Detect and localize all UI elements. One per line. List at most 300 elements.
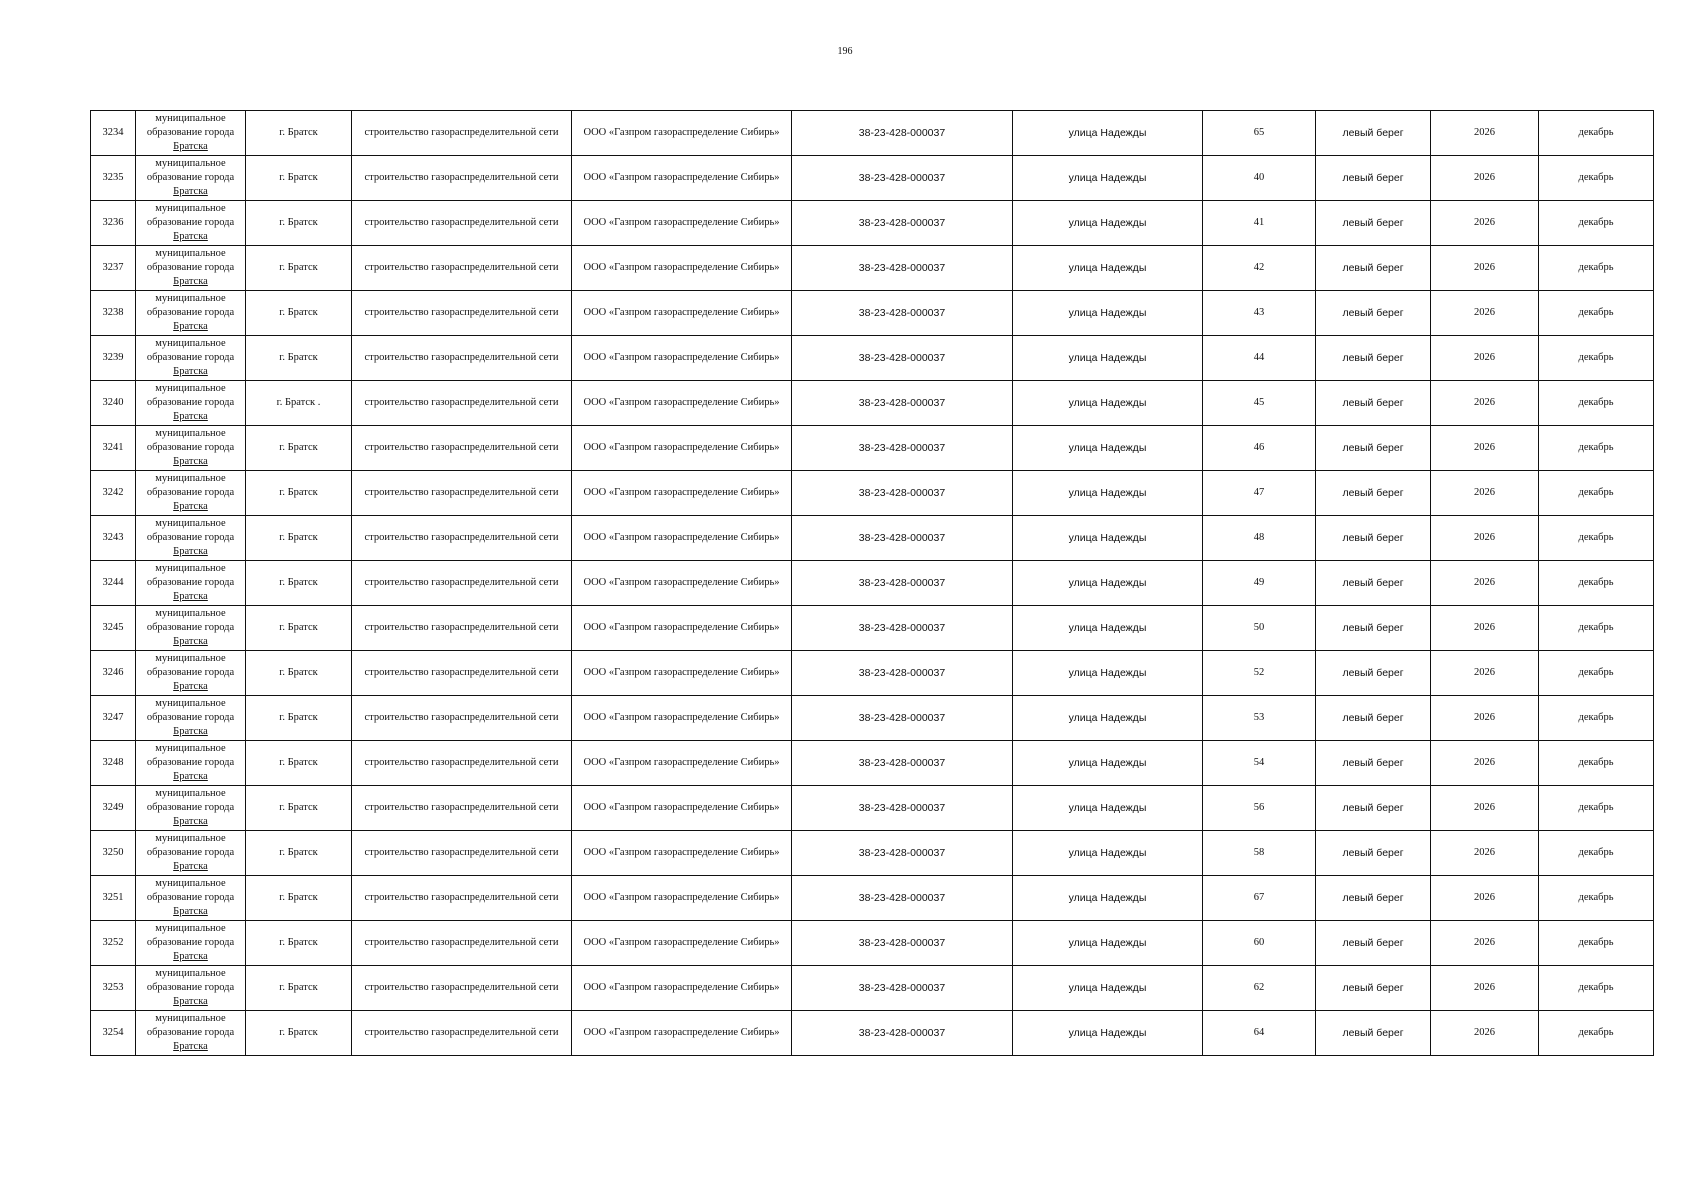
table-row: [91, 831, 1654, 876]
municipality-cell: [136, 876, 246, 921]
house-number-cell: 64: [1203, 1011, 1316, 1056]
table-row: [91, 696, 1654, 741]
work-type-cell: строительство газораспределительной сети: [352, 336, 572, 381]
organization-cell: ООО «Газпром газораспределение Сибирь»: [572, 336, 792, 381]
municipality-line: муниципальное: [155, 248, 226, 259]
municipality-line: муниципальное: [155, 653, 226, 664]
river-bank-cell: левый берег: [1316, 561, 1431, 606]
month-cell: декабрь: [1539, 381, 1654, 426]
city-cell: г. Братск: [246, 741, 352, 786]
object-code-cell: 38-23-428-000037: [792, 831, 1013, 876]
table-row: [91, 156, 1654, 201]
house-number-cell: 50: [1203, 606, 1316, 651]
year-cell: 2026: [1431, 561, 1539, 606]
municipality-line: образование города: [146, 172, 235, 183]
municipality-line: Братска: [173, 861, 208, 872]
house-number-cell: 48: [1203, 516, 1316, 561]
city-cell: г. Братск: [246, 246, 352, 291]
street-cell: улица Надежды: [1013, 1011, 1203, 1056]
work-type-cell: строительство газораспределительной сети: [352, 381, 572, 426]
table-row: [91, 561, 1654, 606]
municipality-cell: [136, 831, 246, 876]
street-cell: улица Надежды: [1013, 741, 1203, 786]
municipality-line: Братска: [173, 501, 208, 512]
municipality-line: образование города: [146, 487, 235, 498]
organization-cell: ООО «Газпром газораспределение Сибирь»: [572, 966, 792, 1011]
city-cell: г. Братск: [246, 201, 352, 246]
object-code-cell: 38-23-428-000037: [792, 696, 1013, 741]
municipality-line: образование города: [146, 937, 235, 948]
municipality-cell: [136, 651, 246, 696]
city-cell: г. Братск: [246, 921, 352, 966]
house-number-cell: 46: [1203, 426, 1316, 471]
city-cell: г. Братск: [246, 291, 352, 336]
year-cell: 2026: [1431, 606, 1539, 651]
municipality-line: Братска: [173, 906, 208, 917]
organization-cell: ООО «Газпром газораспределение Сибирь»: [572, 426, 792, 471]
object-code-cell: 38-23-428-000037: [792, 741, 1013, 786]
municipality-cell: [136, 741, 246, 786]
object-code-cell: 38-23-428-000037: [792, 291, 1013, 336]
table-row: [91, 876, 1654, 921]
month-cell: декабрь: [1539, 651, 1654, 696]
street-cell: улица Надежды: [1013, 696, 1203, 741]
municipality-cell: [136, 1011, 246, 1056]
house-number-cell: 42: [1203, 246, 1316, 291]
municipality-line: образование города: [146, 667, 235, 678]
municipality-line: муниципальное: [155, 788, 226, 799]
table-row: [91, 651, 1654, 696]
organization-cell: ООО «Газпром газораспределение Сибирь»: [572, 291, 792, 336]
municipality-line: муниципальное: [155, 428, 226, 439]
municipality-line: Братска: [173, 321, 208, 332]
row-number-cell: 3238: [91, 291, 136, 336]
municipality-line: образование города: [146, 577, 235, 588]
street-cell: улица Надежды: [1013, 876, 1203, 921]
work-type-cell: строительство газораспределительной сети: [352, 156, 572, 201]
municipality-line: Братска: [173, 771, 208, 782]
street-cell: улица Надежды: [1013, 651, 1203, 696]
municipality-cell: [136, 786, 246, 831]
object-code-cell: 38-23-428-000037: [792, 111, 1013, 156]
work-type-cell: строительство газораспределительной сети: [352, 651, 572, 696]
work-type-cell: строительство газораспределительной сети: [352, 471, 572, 516]
house-number-cell: 43: [1203, 291, 1316, 336]
work-type-cell: строительство газораспределительной сети: [352, 921, 572, 966]
month-cell: декабрь: [1539, 741, 1654, 786]
work-type-cell: строительство газораспределительной сети: [352, 876, 572, 921]
organization-cell: ООО «Газпром газораспределение Сибирь»: [572, 156, 792, 201]
month-cell: декабрь: [1539, 921, 1654, 966]
organization-cell: ООО «Газпром газораспределение Сибирь»: [572, 831, 792, 876]
street-cell: улица Надежды: [1013, 111, 1203, 156]
registry-table-body: [91, 111, 1654, 1056]
work-type-cell: строительство газораспределительной сети: [352, 201, 572, 246]
river-bank-cell: левый берег: [1316, 381, 1431, 426]
municipality-line: Братска: [173, 456, 208, 467]
table-row: [91, 291, 1654, 336]
table-row: [91, 471, 1654, 516]
year-cell: 2026: [1431, 831, 1539, 876]
table-row: [91, 111, 1654, 156]
municipality-line: Братска: [173, 186, 208, 197]
city-cell: г. Братск: [246, 561, 352, 606]
work-type-cell: строительство газораспределительной сети: [352, 606, 572, 651]
organization-cell: ООО «Газпром газораспределение Сибирь»: [572, 651, 792, 696]
city-cell: г. Братск: [246, 606, 352, 651]
organization-cell: ООО «Газпром газораспределение Сибирь»: [572, 1011, 792, 1056]
work-type-cell: строительство газораспределительной сети: [352, 741, 572, 786]
street-cell: улица Надежды: [1013, 426, 1203, 471]
house-number-cell: 53: [1203, 696, 1316, 741]
municipality-line: муниципальное: [155, 698, 226, 709]
house-number-cell: 47: [1203, 471, 1316, 516]
city-cell: г. Братск: [246, 1011, 352, 1056]
city-cell: г. Братск: [246, 336, 352, 381]
municipality-line: Братска: [173, 411, 208, 422]
house-number-cell: 49: [1203, 561, 1316, 606]
organization-cell: ООО «Газпром газораспределение Сибирь»: [572, 111, 792, 156]
object-code-cell: 38-23-428-000037: [792, 786, 1013, 831]
city-cell: г. Братск: [246, 696, 352, 741]
house-number-cell: 40: [1203, 156, 1316, 201]
river-bank-cell: левый берег: [1316, 1011, 1431, 1056]
object-code-cell: 38-23-428-000037: [792, 966, 1013, 1011]
year-cell: 2026: [1431, 336, 1539, 381]
river-bank-cell: левый берег: [1316, 291, 1431, 336]
month-cell: декабрь: [1539, 156, 1654, 201]
row-number-cell: 3236: [91, 201, 136, 246]
municipality-cell: [136, 561, 246, 606]
month-cell: декабрь: [1539, 876, 1654, 921]
organization-cell: ООО «Газпром газораспределение Сибирь»: [572, 561, 792, 606]
river-bank-cell: левый берег: [1316, 156, 1431, 201]
year-cell: 2026: [1431, 741, 1539, 786]
city-cell: г. Братск: [246, 426, 352, 471]
work-type-cell: строительство газораспределительной сети: [352, 561, 572, 606]
month-cell: декабрь: [1539, 786, 1654, 831]
municipality-line: муниципальное: [155, 113, 226, 124]
municipality-line: муниципальное: [155, 203, 226, 214]
year-cell: 2026: [1431, 696, 1539, 741]
year-cell: 2026: [1431, 786, 1539, 831]
river-bank-cell: левый берег: [1316, 246, 1431, 291]
object-code-cell: 38-23-428-000037: [792, 1011, 1013, 1056]
municipality-line: образование города: [146, 352, 235, 363]
row-number-cell: 3245: [91, 606, 136, 651]
house-number-cell: 60: [1203, 921, 1316, 966]
city-cell: г. Братск: [246, 111, 352, 156]
municipality-line: образование города: [146, 847, 235, 858]
year-cell: 2026: [1431, 201, 1539, 246]
house-number-cell: 45: [1203, 381, 1316, 426]
street-cell: улица Надежды: [1013, 516, 1203, 561]
table-row: [91, 741, 1654, 786]
city-cell: г. Братск: [246, 471, 352, 516]
row-number-cell: 3253: [91, 966, 136, 1011]
river-bank-cell: левый берег: [1316, 876, 1431, 921]
row-number-cell: 3243: [91, 516, 136, 561]
municipality-cell: [136, 606, 246, 651]
street-cell: улица Надежды: [1013, 471, 1203, 516]
object-code-cell: 38-23-428-000037: [792, 606, 1013, 651]
city-cell: г. Братск: [246, 876, 352, 921]
organization-cell: ООО «Газпром газораспределение Сибирь»: [572, 381, 792, 426]
river-bank-cell: левый берег: [1316, 921, 1431, 966]
river-bank-cell: левый берег: [1316, 336, 1431, 381]
work-type-cell: строительство газораспределительной сети: [352, 966, 572, 1011]
month-cell: декабрь: [1539, 291, 1654, 336]
work-type-cell: строительство газораспределительной сети: [352, 291, 572, 336]
table-row: [91, 966, 1654, 1011]
city-cell: г. Братск: [246, 786, 352, 831]
page-number: 196: [837, 46, 853, 57]
table-row: [91, 516, 1654, 561]
year-cell: 2026: [1431, 516, 1539, 561]
street-cell: улица Надежды: [1013, 606, 1203, 651]
municipality-cell: [136, 426, 246, 471]
municipality-line: образование города: [146, 532, 235, 543]
object-code-cell: 38-23-428-000037: [792, 561, 1013, 606]
river-bank-cell: левый берег: [1316, 516, 1431, 561]
municipality-line: муниципальное: [155, 833, 226, 844]
month-cell: декабрь: [1539, 471, 1654, 516]
municipality-line: Братска: [173, 591, 208, 602]
municipality-line: муниципальное: [155, 383, 226, 394]
row-number-cell: 3250: [91, 831, 136, 876]
municipality-line: образование города: [146, 1027, 235, 1038]
year-cell: 2026: [1431, 291, 1539, 336]
river-bank-cell: левый берег: [1316, 426, 1431, 471]
organization-cell: ООО «Газпром газораспределение Сибирь»: [572, 696, 792, 741]
row-number-cell: 3248: [91, 741, 136, 786]
city-cell: г. Братск .: [246, 381, 352, 426]
organization-cell: ООО «Газпром газораспределение Сибирь»: [572, 516, 792, 561]
organization-cell: ООО «Газпром газораспределение Сибирь»: [572, 606, 792, 651]
month-cell: декабрь: [1539, 201, 1654, 246]
municipality-line: образование города: [146, 127, 235, 138]
month-cell: декабрь: [1539, 1011, 1654, 1056]
municipality-line: образование города: [146, 757, 235, 768]
street-cell: улица Надежды: [1013, 561, 1203, 606]
municipality-line: муниципальное: [155, 1013, 226, 1024]
row-number-cell: 3252: [91, 921, 136, 966]
municipality-line: Братска: [173, 681, 208, 692]
municipality-line: образование города: [146, 982, 235, 993]
river-bank-cell: левый берег: [1316, 111, 1431, 156]
row-number-cell: 3240: [91, 381, 136, 426]
object-code-cell: 38-23-428-000037: [792, 471, 1013, 516]
organization-cell: ООО «Газпром газораспределение Сибирь»: [572, 246, 792, 291]
municipality-line: муниципальное: [155, 743, 226, 754]
table-row: [91, 426, 1654, 471]
municipality-cell: [136, 336, 246, 381]
month-cell: декабрь: [1539, 111, 1654, 156]
row-number-cell: 3244: [91, 561, 136, 606]
year-cell: 2026: [1431, 651, 1539, 696]
row-number-cell: 3241: [91, 426, 136, 471]
month-cell: декабрь: [1539, 336, 1654, 381]
year-cell: 2026: [1431, 921, 1539, 966]
street-cell: улица Надежды: [1013, 786, 1203, 831]
table-row: [91, 921, 1654, 966]
municipality-line: Братска: [173, 636, 208, 647]
work-type-cell: строительство газораспределительной сети: [352, 1011, 572, 1056]
city-cell: г. Братск: [246, 156, 352, 201]
work-type-cell: строительство газораспределительной сети: [352, 831, 572, 876]
municipality-line: Братска: [173, 996, 208, 1007]
municipality-line: образование города: [146, 442, 235, 453]
municipality-line: муниципальное: [155, 608, 226, 619]
row-number-cell: 3237: [91, 246, 136, 291]
municipality-line: муниципальное: [155, 473, 226, 484]
work-type-cell: строительство газораспределительной сети: [352, 696, 572, 741]
organization-cell: ООО «Газпром газораспределение Сибирь»: [572, 201, 792, 246]
house-number-cell: 67: [1203, 876, 1316, 921]
municipality-line: Братска: [173, 276, 208, 287]
city-cell: г. Братск: [246, 516, 352, 561]
work-type-cell: строительство газораспределительной сети: [352, 426, 572, 471]
object-code-cell: 38-23-428-000037: [792, 516, 1013, 561]
municipality-line: муниципальное: [155, 923, 226, 934]
table-row: [91, 381, 1654, 426]
object-code-cell: 38-23-428-000037: [792, 876, 1013, 921]
municipality-cell: [136, 246, 246, 291]
municipality-line: Братска: [173, 1041, 208, 1052]
house-number-cell: 44: [1203, 336, 1316, 381]
year-cell: 2026: [1431, 246, 1539, 291]
year-cell: 2026: [1431, 966, 1539, 1011]
municipality-line: муниципальное: [155, 878, 226, 889]
object-code-cell: 38-23-428-000037: [792, 426, 1013, 471]
object-code-cell: 38-23-428-000037: [792, 336, 1013, 381]
municipality-line: образование города: [146, 802, 235, 813]
object-code-cell: 38-23-428-000037: [792, 246, 1013, 291]
municipality-cell: [136, 381, 246, 426]
month-cell: декабрь: [1539, 966, 1654, 1011]
municipality-cell: [136, 516, 246, 561]
municipality-cell: [136, 696, 246, 741]
municipality-cell: [136, 966, 246, 1011]
row-number-cell: 3247: [91, 696, 136, 741]
municipality-line: образование города: [146, 712, 235, 723]
organization-cell: ООО «Газпром газораспределение Сибирь»: [572, 471, 792, 516]
street-cell: улица Надежды: [1013, 381, 1203, 426]
municipality-line: Братска: [173, 366, 208, 377]
month-cell: декабрь: [1539, 561, 1654, 606]
street-cell: улица Надежды: [1013, 156, 1203, 201]
object-code-cell: 38-23-428-000037: [792, 921, 1013, 966]
street-cell: улица Надежды: [1013, 921, 1203, 966]
registry-table: [90, 110, 1654, 1056]
river-bank-cell: левый берег: [1316, 966, 1431, 1011]
municipality-line: образование города: [146, 217, 235, 228]
object-code-cell: 38-23-428-000037: [792, 156, 1013, 201]
table-row: [91, 201, 1654, 246]
row-number-cell: 3254: [91, 1011, 136, 1056]
month-cell: декабрь: [1539, 606, 1654, 651]
year-cell: 2026: [1431, 381, 1539, 426]
work-type-cell: строительство газораспределительной сети: [352, 246, 572, 291]
month-cell: декабрь: [1539, 516, 1654, 561]
river-bank-cell: левый берег: [1316, 471, 1431, 516]
municipality-cell: [136, 291, 246, 336]
table-row: [91, 1011, 1654, 1056]
municipality-cell: [136, 201, 246, 246]
river-bank-cell: левый берег: [1316, 201, 1431, 246]
municipality-cell: [136, 156, 246, 201]
object-code-cell: 38-23-428-000037: [792, 201, 1013, 246]
street-cell: улица Надежды: [1013, 831, 1203, 876]
municipality-line: муниципальное: [155, 518, 226, 529]
year-cell: 2026: [1431, 156, 1539, 201]
row-number-cell: 3235: [91, 156, 136, 201]
municipality-line: Братска: [173, 726, 208, 737]
month-cell: декабрь: [1539, 696, 1654, 741]
municipality-line: Братска: [173, 816, 208, 827]
city-cell: г. Братск: [246, 966, 352, 1011]
work-type-cell: строительство газораспределительной сети: [352, 516, 572, 561]
municipality-cell: [136, 111, 246, 156]
city-cell: г. Братск: [246, 651, 352, 696]
street-cell: улица Надежды: [1013, 291, 1203, 336]
year-cell: 2026: [1431, 111, 1539, 156]
organization-cell: ООО «Газпром газораспределение Сибирь»: [572, 741, 792, 786]
municipality-line: образование города: [146, 262, 235, 273]
river-bank-cell: левый берег: [1316, 831, 1431, 876]
year-cell: 2026: [1431, 1011, 1539, 1056]
house-number-cell: 62: [1203, 966, 1316, 1011]
house-number-cell: 41: [1203, 201, 1316, 246]
year-cell: 2026: [1431, 471, 1539, 516]
house-number-cell: 65: [1203, 111, 1316, 156]
municipality-line: образование города: [146, 397, 235, 408]
municipality-cell: [136, 921, 246, 966]
month-cell: декабрь: [1539, 246, 1654, 291]
row-number-cell: 3251: [91, 876, 136, 921]
municipality-line: Братска: [173, 141, 208, 152]
municipality-line: муниципальное: [155, 293, 226, 304]
house-number-cell: 54: [1203, 741, 1316, 786]
month-cell: декабрь: [1539, 831, 1654, 876]
row-number-cell: 3239: [91, 336, 136, 381]
row-number-cell: 3242: [91, 471, 136, 516]
municipality-line: образование города: [146, 622, 235, 633]
municipality-line: муниципальное: [155, 968, 226, 979]
river-bank-cell: левый берег: [1316, 786, 1431, 831]
organization-cell: ООО «Газпром газораспределение Сибирь»: [572, 876, 792, 921]
river-bank-cell: левый берег: [1316, 651, 1431, 696]
organization-cell: ООО «Газпром газораспределение Сибирь»: [572, 786, 792, 831]
object-code-cell: 38-23-428-000037: [792, 381, 1013, 426]
row-number-cell: 3249: [91, 786, 136, 831]
municipality-line: муниципальное: [155, 158, 226, 169]
row-number-cell: 3246: [91, 651, 136, 696]
street-cell: улица Надежды: [1013, 246, 1203, 291]
river-bank-cell: левый берег: [1316, 606, 1431, 651]
row-number-cell: 3234: [91, 111, 136, 156]
house-number-cell: 56: [1203, 786, 1316, 831]
organization-cell: ООО «Газпром газораспределение Сибирь»: [572, 921, 792, 966]
municipality-cell: [136, 471, 246, 516]
year-cell: 2026: [1431, 426, 1539, 471]
river-bank-cell: левый берег: [1316, 741, 1431, 786]
month-cell: декабрь: [1539, 426, 1654, 471]
table-row: [91, 336, 1654, 381]
table-row: [91, 786, 1654, 831]
municipality-line: образование города: [146, 307, 235, 318]
house-number-cell: 52: [1203, 651, 1316, 696]
